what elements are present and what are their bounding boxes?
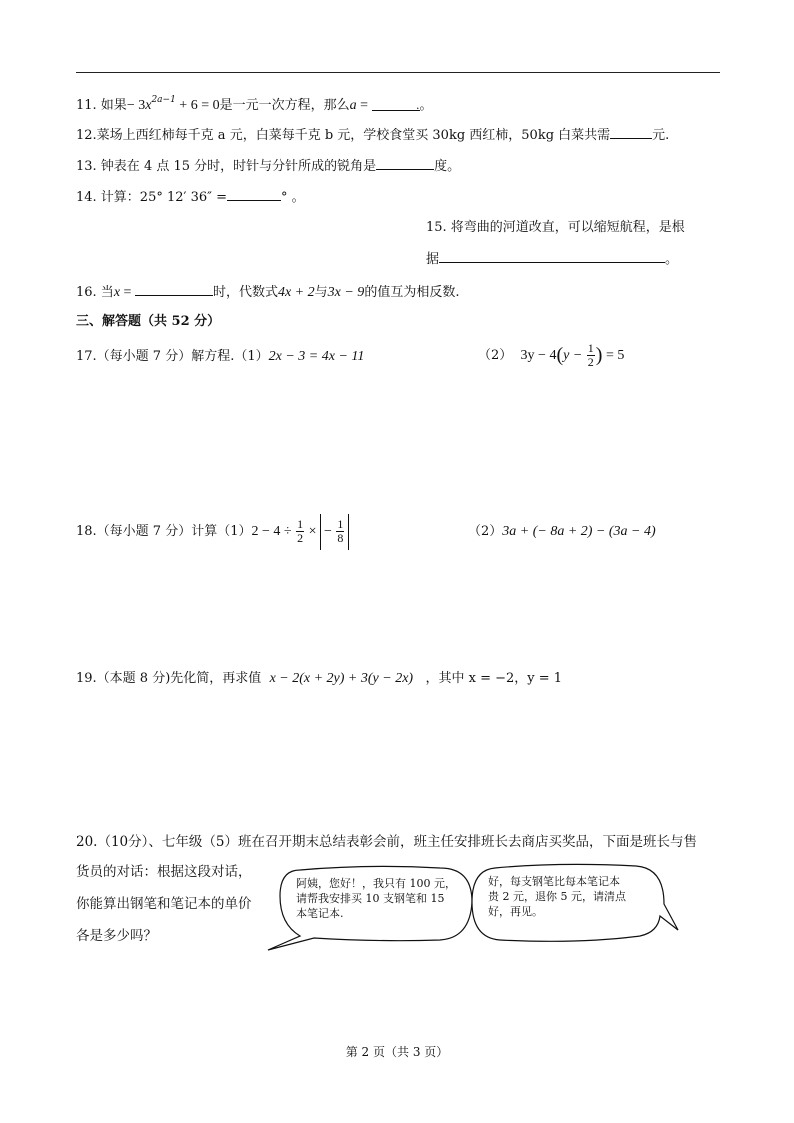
absolute-value: − $\frac{1}{8}$ xyxy=(320,514,349,550)
fraction-one-eighth: $\frac{1}{8}$ xyxy=(337,516,344,545)
answer-blank-16[interactable] xyxy=(135,282,213,296)
page-footer: 第 2 页（共 3 页） xyxy=(345,1045,449,1059)
question-20-line3: 你能算出钢笔和笔记本的单价 xyxy=(76,896,252,912)
fraction-one-half: $\frac{1}{2}$ xyxy=(297,517,304,545)
answer-blank-12[interactable] xyxy=(610,125,652,139)
question-12: 12.菜场上西红柿每千克 a 元，白菜每千克 b 元，学校食堂买 30kg 西红柿，50kg 白菜共需 元. xyxy=(76,125,669,145)
question-17-part1: 17.（每小题 7 分）解方程.（1）2x − 3 = 4x − 11 xyxy=(76,349,365,364)
answer-blank-13[interactable] xyxy=(376,156,434,170)
question-20-line2: 货员的对话：根据这段对话， xyxy=(76,864,252,880)
question-18-part2: （2）3a + (− 8a + 2) − (3a − 4) xyxy=(468,524,656,539)
question-19: 19.（本题 8 分)先化简，再求值 x − 2(x + 2y) + 3(y − 2x) ，其中 x = −2，y = 1 xyxy=(76,671,563,686)
question-16: 16. 当x = 时，代数式4x + 2与3x − 9的值互为相反数. xyxy=(76,282,459,302)
question-14: 14. 计算：25° 12′ 36″ = ° 。 xyxy=(76,187,305,207)
question-15-line2: 据 。 xyxy=(426,249,678,269)
answer-blank-15[interactable] xyxy=(439,249,665,263)
question-20-line1: 20.（10分）、七年级（5）班在召开期末总结表彰会前，班主任安排班长去商店买奖品，下面是班长与售 xyxy=(76,834,697,850)
header-rule xyxy=(76,72,720,73)
question-20-line4: 各是多少吗？ xyxy=(76,928,157,944)
answer-blank-11[interactable]: . xyxy=(372,97,420,111)
question-18-part1: 18.（每小题 7 分）计算（1）2 − 4 ÷ $\frac{1}{2}$ × − $\frac{1}{8}$ xyxy=(76,512,349,552)
speech-bubble-left-text: 阿姨，您好！，我只有 100 元， 请帮我安排买 10 支钢笔和 15 本笔记本. xyxy=(296,877,456,920)
question-15-line1: 15. 将弯曲的河道改直，可以缩短航程，是根 xyxy=(426,220,685,235)
fraction-one-half: $\frac{1}{2}$ xyxy=(587,341,594,369)
question-13: 13. 钟表在 4 点 15 分时，时针与分针所成的锐角是 度。 xyxy=(76,156,460,176)
question-11: 11. 如果− $3x^{2a-1} + 6 = 0$是一元一次方程，那么a = .。 xyxy=(76,95,433,113)
question-17-part2: （2） 3y − 4(y − $\frac{1}{2}$ ) = 5 xyxy=(478,341,625,369)
section-heading: 三、解答题（共 52 分） xyxy=(76,314,221,329)
answer-blank-14[interactable] xyxy=(227,187,281,201)
speech-bubble-right-text: 好，每支钢笔比每本笔记本 贵 2 元，退你 5 元，请清点 好，再见。 xyxy=(488,875,626,918)
